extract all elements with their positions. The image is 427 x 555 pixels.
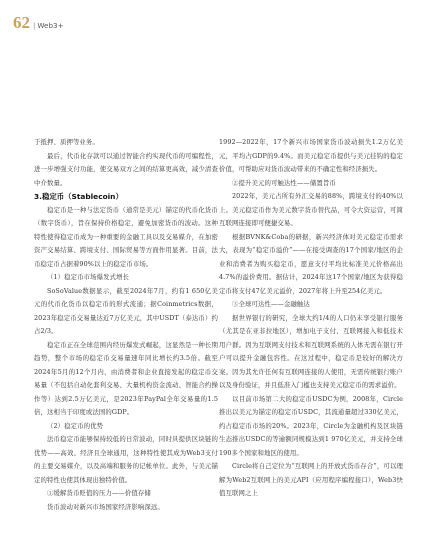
- body-paragraph: 稳定币正在全球范围内经历爆发式崛起，这显然是一种长期趋势，整个市场的稳定币交易量速年同比增长约3.5倍。截至2024年5月的12个月内，由消费者和企业直接发起的稳定币交易量（不包括自动化套利交易、大量机构资金流动、智能合约操作等）达到2.5万亿美元，是2023年PayPal全年交易量的1.5倍，这相当于印度或法国的GDP。: [34, 340, 218, 416]
- body-paragraph: SoSoValue数据显示，截至2024年7月，约有1 650亿美元的代币化货币以稳定币的形式流通；据Coinmetrics数据，2023年稳定币交易量达近7万亿美元，其中USDT（泰达币）约占2/3。: [34, 286, 218, 335]
- body-paragraph: （1）稳定币市场爆发式增长: [47, 273, 130, 281]
- body-paragraph: 据世界银行的研究，全球大约1/4的人口仍未享受银行服务（尤其是在亚非拉地区），增加电子支付、互联网接入和低技术用户群。因为互联网支付技术和互联网系统的人体无需在银行开户可以提升金融包容性。在这过程中，稳定币是较好的解决方案。因为其允许任何有互联网连接的人使用，无需传统银行账户以及身份验证，并且低准入门槛也支持美元稳定币的需求溢价。: [219, 313, 403, 389]
- left-column: [34, 136, 218, 514]
- body-paragraph: ③全球可达性——金融触达: [232, 300, 310, 308]
- page-header: [13, 13, 64, 33]
- body-paragraph: （2）稳定币的优势: [47, 421, 104, 430]
- header-separator: |: [33, 22, 36, 30]
- body-paragraph: 货币波动对新兴市场国家经济影响深远。: [47, 502, 164, 511]
- body-paragraph: 稳定币是一种与法定货币（通常是美元）锚定的代币化货币（数字货币），旨在保持价格稳定，避免加密货币的波动。这种特性使得稳定币成为一种重要的金融工具以及交易媒介，在加密资产交易结算、跨境支付、国际贸易等方面作用显著。目前，法币稳定币占据着90%以上的稳定币市场。: [34, 205, 218, 268]
- body-paragraph: ①缓解货币贬值的压力——价值存储: [47, 489, 151, 497]
- body-paragraph: 以目前市场第二大的稳定币USDC为例，2008年，Circle推出以美元为锚定的稳定币USDC，其流通量超过330亿美元，约占稳定币市场的20%。2023年，Circle为金融机构及区块链生态推出USDC的等逾额同规模达到1 970亿美元，并支持全球190多个国家和地区的使用。: [219, 394, 403, 457]
- body-paragraph: 1992—2022年，17个新兴市场国家货币波动损失1.2万亿美元，平均占GDP的9.4%。而美元稳定币提供与美元挂钩的稳定价值，可帮助应对货币波动带来的不确定性和经济损失。: [219, 138, 403, 173]
- body-paragraph: ②提升美元的可触达性——储置旨币: [232, 178, 336, 187]
- body-paragraph: 最后，代币化存款可以通过智能合约实现代币的可编程性，进一步增强支付功能，使交易双方之间的结算更高效，减少清查中介数量。: [34, 151, 218, 187]
- body-paragraph: 法币稳定币能够保持较低的日常波动，同时具提供区块链的优势——高效、经济且全球通用，这种特性使其成为Web3支付的主要交易媒介，以及高端和服务的记帐单位。此外，与美元锚定的特性也使其体现出独特价值。: [34, 435, 218, 484]
- right-column: [219, 136, 403, 501]
- page-number: 62: [13, 13, 30, 32]
- body-paragraph: 于抵押、质押等业务。: [34, 138, 99, 146]
- body-paragraph: 根据BVNK&Coba的研据，新兴经济体对美元稳定币需求大，表现为“稳定币溢价”——在接受调查的17个国家/地区的企业和消费者为购买稳定币，愿意支付平均比标准美元价格高出4.7%的溢价费用。据估计，2024年这17个国家/地区为获得稳定币将支付47亿美元溢价，2027年将上升至254亿美元。: [219, 232, 403, 295]
- section-heading: 3.稳定币（Stablecoin）: [34, 192, 123, 201]
- body-paragraph: Circle将自己定位为“互联网上的开放式货币存合”，可以理解为Web2互联网上的美元API（应用程序编程接口），Web3快值互联网之上: [219, 462, 403, 497]
- running-title: Web3+: [37, 21, 64, 30]
- body-paragraph: 2022年，美元占所有外汇交易的88%，跨境支付的40%以上。美元稳定币作为美元数字货币替代品，可令大资运营，可简互联网连接即可便捷交易。: [219, 192, 403, 227]
